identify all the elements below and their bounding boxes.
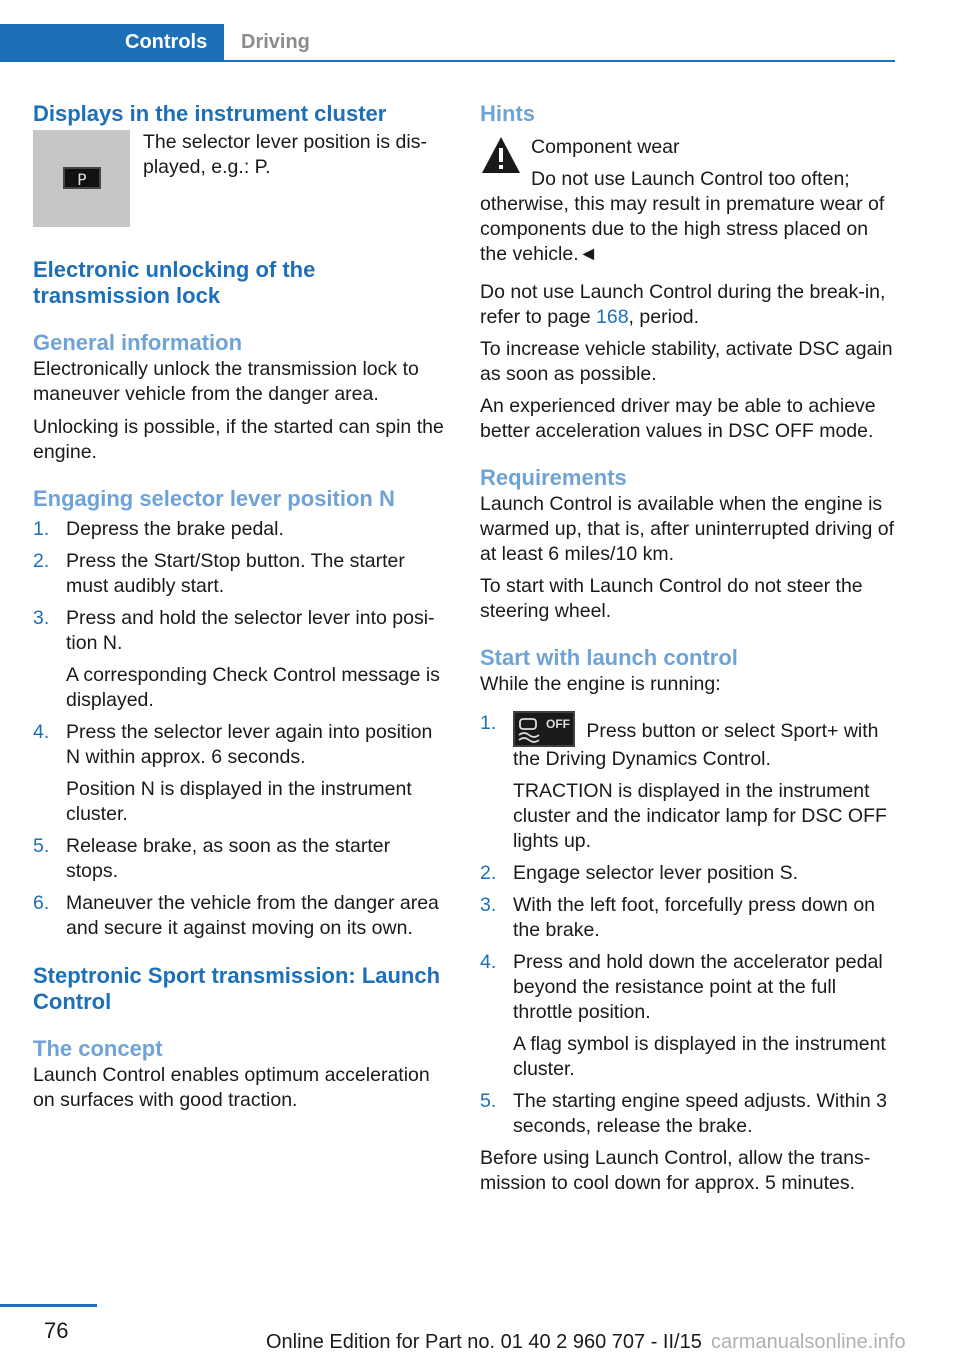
list-item: 3. Press and hold the selector lever into position N. A corresponding Check Control message is displayed.	[33, 607, 440, 711]
list-item: 6. Maneuver the vehicle from the danger area and secure it against moving on its own.	[33, 892, 439, 939]
tab-driving[interactable]: Driving	[241, 31, 310, 53]
footer-rule	[0, 1304, 97, 1307]
right-column	[480, 101, 898, 1196]
heading-displays: Displays in the instrument cluster	[33, 101, 387, 126]
list-item: 1. OFF Press button or select Sport+ with the Driving Dynamics Control. TRACTION is displayed in the instrument cluster and the indicator lamp for DSC OFF lights up.	[480, 712, 887, 852]
closing-paragraph: Before using Launch Control, allow the transmission to cool down for approx. 5 minutes.	[480, 1147, 871, 1194]
left-column	[33, 101, 445, 1113]
gear-display-image	[33, 130, 130, 227]
warning-title: Component wear	[531, 136, 680, 158]
displays-block	[33, 130, 445, 227]
requirements-paragraph-2: To start with Launch Control do not steer the steering wheel.	[480, 575, 863, 622]
watermark: carmanualsonline.info	[711, 1331, 906, 1353]
displays-text: The selector lever position is displayed, e.g.: P.	[143, 131, 427, 178]
warning-triangle-icon	[480, 135, 522, 175]
hint-paragraph-3: An experienced driver may be able to achieve better acceleration values in DSC OFF mode.	[480, 395, 876, 442]
heading-start-launch-control: Start with launch control	[480, 645, 738, 670]
warning-block	[480, 135, 898, 192]
chapter-header	[0, 0, 895, 62]
concept-paragraph: Launch Control enables optimum acceleration on surfaces with good traction.	[33, 1064, 430, 1111]
page-number: 76	[44, 1318, 69, 1343]
tab-controls[interactable]: Controls	[0, 24, 224, 61]
dsc-off-button-icon: OFF	[513, 711, 575, 747]
warning-text: otherwise, this may result in premature wear of components due to the high stress placed on the vehicle.◄	[480, 193, 885, 265]
list-item: 5. The starting engine speed adjusts. Within 3 seconds, release the brake.	[480, 1090, 887, 1137]
engaging-steps-list	[33, 517, 445, 941]
general-paragraph-2: Unlocking is possible, if the started can spin the engine.	[33, 416, 444, 463]
heading-hints: Hints	[480, 101, 535, 126]
page-link-168[interactable]: 168	[596, 306, 629, 328]
heading-steptronic: Steptronic Sport transmission: Launch Control	[33, 963, 441, 1014]
list-item: 2. Press the Start/Stop button. The starter must audibly start.	[33, 550, 405, 597]
list-item: 3. With the left foot, forcefully press down on the brake.	[480, 894, 876, 941]
list-item: 4. Press and hold down the accelerator pedal beyond the resistance point at the full throttle position. A flag symbol is displayed in the instrument cluster.	[480, 951, 886, 1080]
heading-the-concept: The concept	[33, 1036, 163, 1061]
heading-requirements: Requirements	[480, 465, 627, 490]
hint-paragraph-1: Do not use Launch Control during the break-in, refer to page 168, period.	[480, 281, 886, 328]
heading-engaging-n: Engaging selector lever position N	[33, 486, 395, 511]
requirements-paragraph-1: Launch Control is available when the engine is warmed up, that is, after uninterrupted driving of at least 6 miles/10 km.	[480, 493, 895, 565]
list-item: 4. Press the selector lever again into position N within approx. 6 seconds. Position N is displayed in the instrument cluster.	[33, 721, 433, 825]
launch-steps-list	[480, 711, 898, 1139]
list-item: 1. Depress the brake pedal.	[33, 518, 284, 540]
warning-text-start: Do not use Launch Control too often;	[531, 168, 850, 190]
gear-p-symbol: P	[63, 167, 101, 189]
list-item: 2. Engage selector lever position S.	[480, 862, 799, 884]
edition-text: Online Edition for Part no. 01 40 2 960 707 - II/15	[266, 1331, 702, 1353]
header-rule	[0, 60, 895, 62]
heading-general-information: General information	[33, 330, 243, 355]
list-item: 5. Release brake, as soon as the starter stops.	[33, 835, 391, 882]
hint-paragraph-2: To increase vehicle stability, activate DSC again as soon as possible.	[480, 338, 893, 385]
heading-unlocking: Electronic unlocking of the transmission lock	[33, 257, 316, 308]
start-intro: While the engine is running:	[480, 673, 721, 695]
general-paragraph-1: Electronically unlock the transmission lock to maneuver vehicle from the danger area.	[33, 358, 419, 405]
